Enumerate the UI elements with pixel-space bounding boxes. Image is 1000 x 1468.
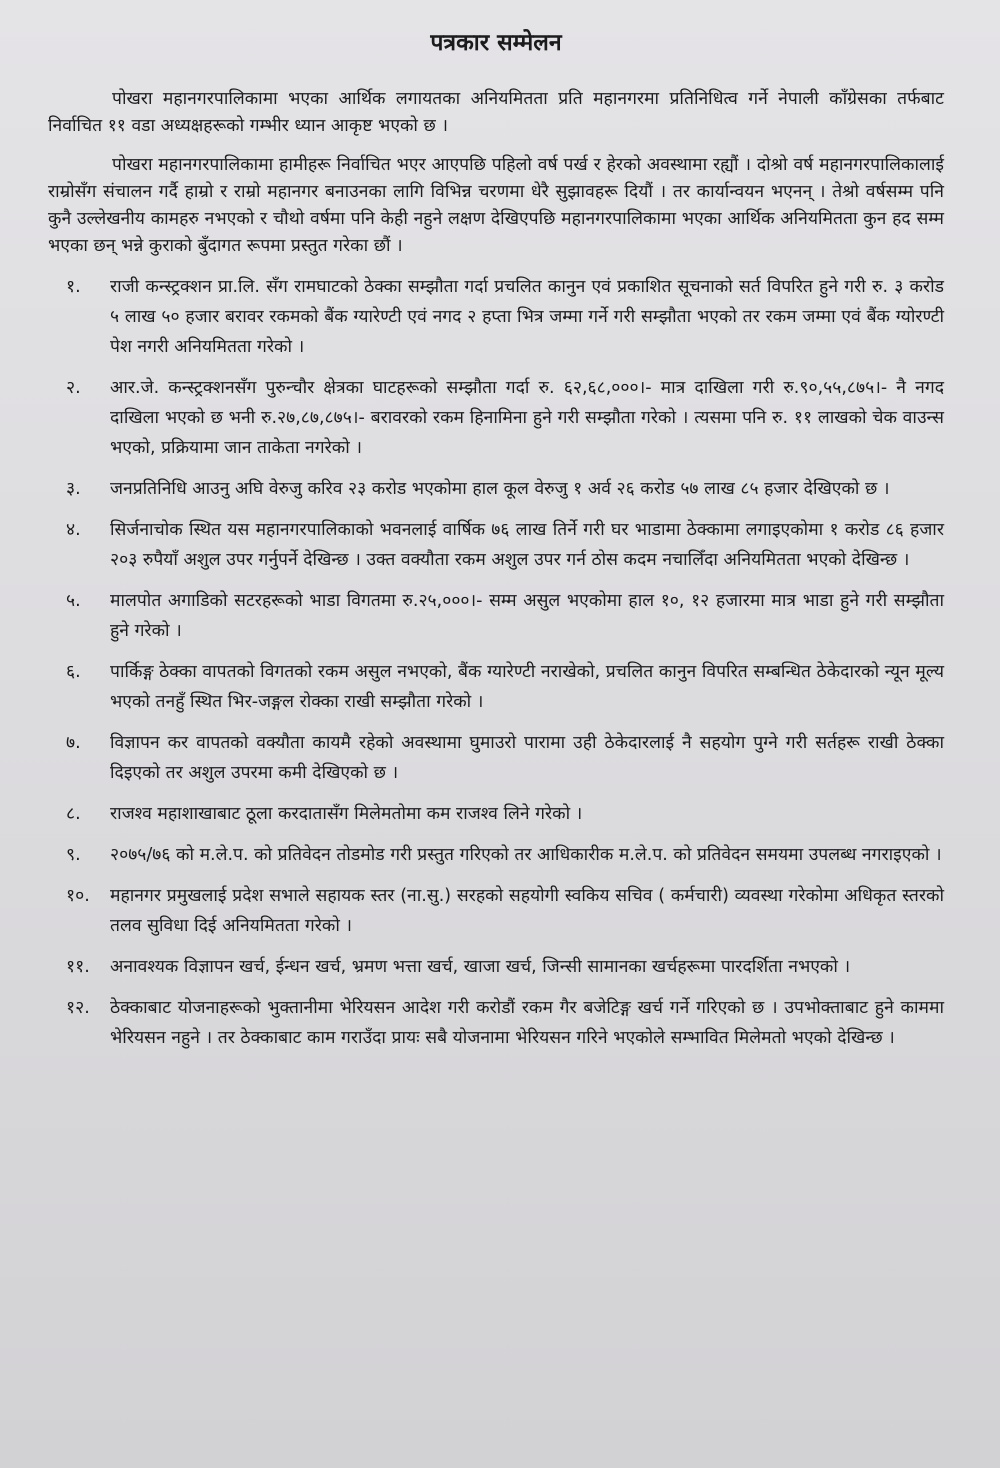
list-item [48, 799, 944, 829]
item-text: सिर्जनाचोक स्थित यस महानगरपालिकाको भवनलाई वार्षिक ७६ लाख तिर्ने गरी घर भाडामा ठेक्कामा लगाइएकोमा १ करोड ८६ हजार २०३ रुपैयाँ अशुल उपर गर्नुपर्ने देखिन्छ । उक्त वक्यौता रकम अशुल उपर गर्न ठोस कदम नचालिँदा अनियमितता भएको देखिन्छ । [110, 520, 944, 570]
list-item [48, 728, 944, 788]
item-number: ५. [66, 591, 81, 611]
item-text: अनावश्यक विज्ञापन खर्च, ईन्धन खर्च, भ्रमण भत्ता खर्च, खाजा खर्च, जिन्सी सामानका खर्चहरूमा पारदर्शिता नभएको । [110, 957, 851, 977]
list-item [48, 881, 944, 941]
list-item [48, 840, 944, 870]
item-text: महानगर प्रमुखलाई प्रदेश सभाले सहायक स्तर (ना.सु.) सरहको सहयोगी स्वकिय सचिव ( कर्मचारी) व्यवस्था गरेकोमा अधिकृत स्तरको तलव सुविधा दिई अनियमितता गरेको । [110, 886, 944, 936]
points-list [48, 272, 944, 1053]
list-item [48, 373, 944, 463]
item-number: १. [66, 277, 81, 297]
item-number: ३. [66, 479, 81, 499]
item-number: ७. [66, 733, 81, 753]
item-text: आर.जे. कन्स्ट्रक्शनसँग पुरुन्चौर क्षेत्रका घाटहरूको सम्झौता गर्दा रु. ६२,६८,०००।- मात्र दाखिला गरी रु.९०,५५,८७५।- नै नगद दाखिला भएको छ भनी रु.२७,८७,८७५।- बरावरको रकम हिनामिना हुने गरी सम्झौता गरेको । त्यसमा पनि रु. ११ लाखको चेक वाउन्स भएको, प्रक्रियामा जान ताकेता नगरेको । [110, 378, 944, 458]
list-item [48, 515, 944, 575]
list-item [48, 586, 944, 646]
item-number: १२. [66, 998, 90, 1018]
list-item [48, 952, 944, 982]
item-text: मालपोत अगाडिको सटरहरूको भाडा विगतमा रु.२५,०००।- सम्म असुल भएकोमा हाल १०, १२ हजारमा मात्र भाडा हुने गरी सम्झौता हुने गरेको । [110, 591, 944, 641]
item-number: ६. [66, 662, 81, 682]
item-number: ११. [66, 957, 90, 977]
item-text: जनप्रतिनिधि आउनु अघि वेरुजु करिव २३ करोड भएकोमा हाल कूल वेरुजु १ अर्व २६ करोड ५७ लाख ८५ हजार देखिएको छ । [110, 479, 890, 499]
list-item [48, 993, 944, 1053]
item-number: १०. [66, 886, 90, 906]
item-text: राजश्व महाशाखाबाट ठूला करदातासँग मिलेमतोमा कम राजश्व लिने गरेको । [110, 804, 583, 824]
item-number: ८. [66, 804, 81, 824]
item-text: ठेक्काबाट योजनाहरूको भुक्तानीमा भेरियसन आदेश गरी करोडौं रकम गैर बजेटिङ्ग खर्च गर्ने गरिएको छ । उपभोक्ताबाट हुने काममा भेरियसन नहुने । तर ठेक्काबाट काम गराउँदा प्रायः सबै योजनामा भेरियसन गरिने भएकोले सम्भावित मिलेमतो भएको देखिन्छ । [110, 998, 944, 1048]
intro-paragraph-2: पोखरा महानगरपालिकामा हामीहरू निर्वाचित भएर आएपछि पहिलो वर्ष पर्ख र हेरको अवस्थामा रह्यौं । दोश्रो वर्ष महानगरपालिकालाई राम्रोसँग संचालन गर्दै हाम्रो र राम्रो महानगर बनाउनका लागि विभिन्न चरणमा धेरै सुझावहरू दियौं । तर कार्यान्वयन भएनन् । तेश्रो वर्षसम्म पनि कुनै उल्लेखनीय कामहरु नभएको र चौथो वर्षमा पनि केही नहुने लक्षण देखिएपछि महानगरपालिकामा भएका आर्थिक अनियमितता कुन हद सम्म भएका छन् भन्ने कुराको बुँदागत रूपमा प्रस्तुत गरेका छौं । [48, 155, 944, 256]
list-item [48, 272, 944, 362]
item-text: राजी कन्स्ट्रक्शन प्रा.लि. सँग रामघाटको ठेक्का सम्झौता गर्दा प्रचलित कानुन एवं प्रकाशित सूचनाको सर्त विपरित हुने गरी रु. ३ करोड ५ लाख ५० हजार बरावर रकमको बैंक ग्यारेण्टी एवं नगद २ हप्ता भित्र जम्मा गर्ने गरी सम्झौता भएको तर रकम जम्मा एवं बैंक ग्योरण्टी पेश नगरी अनियमितता गरेको । [110, 277, 944, 357]
intro-paragraph-1: पोखरा महानगरपालिकामा भएका आर्थिक लगायतका अनियमितता प्रति महानगरमा प्रतिनिधित्व गर्ने नेपाली काँग्रेसका तर्फबाट निर्वाचित ११ वडा अध्यक्षहरूको गम्भीर ध्यान आकृष्ट भएको छ । [48, 89, 944, 136]
list-item [48, 657, 944, 717]
list-item [48, 474, 944, 504]
item-text: पार्किङ्ग ठेक्का वापतको विगतको रकम असुल नभएको, बैंक ग्यारेण्टी नराखेको, प्रचलित कानुन विपरित सम्बन्धित ठेकेदारको न्यून मूल्य भएको तनहुँ स्थित भिर-जङ्गल रोक्का राखी सम्झौता गरेको । [110, 662, 944, 712]
item-text: २०७५/७६ को म.ले.प. को प्रतिवेदन तोडमोड गरी प्रस्तुत गरिएको तर आधिकारीक म.ले.प. को प्रतिवेदन समयमा उपलब्ध नगराइएको । [110, 845, 942, 865]
item-number: ४. [66, 520, 81, 540]
document-title: पत्रकार सम्मेलन [430, 30, 562, 56]
item-number: २. [66, 378, 81, 398]
item-number: ९. [66, 845, 81, 865]
item-text: विज्ञापन कर वापतको वक्यौता कायमै रहेको अवस्थामा घुमाउरो पारामा उही ठेकेदारलाई नै सहयोग पुग्ने गरी सर्तहरू राखी ठेक्का दिइएको तर अशुल उपरमा कमी देखिएको छ । [110, 733, 944, 783]
